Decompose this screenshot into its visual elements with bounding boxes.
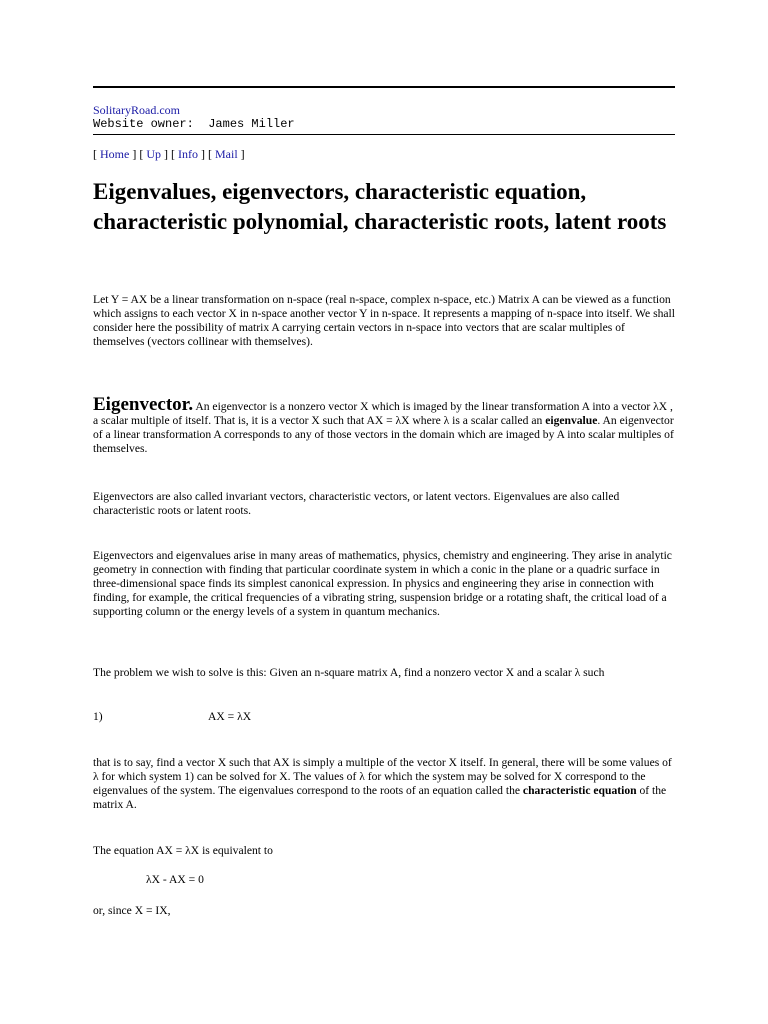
intro-paragraph: Let Y = AX be a linear transformation on n-space (real n-space, complex n-space, etc.) Matrix A can be viewed as a function which assigns to each vector X in n-space another vector Y in n-space. It represents a mapping of n-space into itself. We shall consider here the possibility of matrix A carrying certain vectors in n-space into vectors that are scalar multiples of themselves (vectors collinear with themselves). xyxy=(93,293,675,348)
since-paragraph: or, since X = IX, xyxy=(93,904,171,917)
eigenvalue-term: eigenvalue xyxy=(545,414,598,427)
eigenvector-text-a: An eigenvector is a nonzero vector X which is imaged by the linear transformation A into a vector λX , a scalar multiple of itself. That is, it is a vector X such that AX = λX where λ is a scalar called an xyxy=(93,400,673,427)
equivalent-paragraph: The equation AX = λX is equivalent to xyxy=(93,844,273,857)
eigenvector-heading: Eigenvector. xyxy=(93,394,194,415)
explain-paragraph xyxy=(93,756,675,812)
eigenvector-text-b: . An eigenvector of a linear transformation A corresponds to any of those vectors in the domain which are imaged by A into scalar multiples of themselves. xyxy=(93,414,674,455)
page-title: Eigenvalues, eigenvectors, characteristic equation, characteristic polynomial, characteristic roots, latent roots xyxy=(93,179,667,234)
equation-1: AX = λX xyxy=(208,710,252,723)
nav-bar: [ Home ] [ Up ] [ Info ] [ Mail ] xyxy=(93,147,245,161)
equation-2: λX - AX = 0 xyxy=(146,873,204,886)
characteristic-equation-term: characteristic equation xyxy=(522,784,637,797)
equation-1-number: 1) xyxy=(93,710,103,723)
site-link[interactable]: SolitaryRoad.com xyxy=(93,103,180,117)
explain-text-a: that is to say, find a vector X such that AX is simply a multiple of the vector X itself. In general, there will be some values of λ for which system 1) can be solved for X. The values of λ for which the system may be solved for X correspond to the eigenvalues of the system. The eigenvalues correspond to the roots of an equation called the xyxy=(93,756,672,797)
applications-paragraph: Eigenvectors and eigenvalues arise in many areas of mathematics, physics, chemistry and engineering. They arise in analytic geometry in connection with finding that particular coordinate system in which a conic in the plane or a quadric surface in three-dimensional space finds its simplest canonical expression. In physics and engineering they arise in connection with finding, for example, the critical frequencies of a vibrating string, suspension bridge or a rotating shaft, the critical load of a supporting column or the energy levels of a system in quantum mechanics. xyxy=(93,549,672,618)
nav-mail-link[interactable]: Mail xyxy=(215,147,238,161)
problem-paragraph: The problem we wish to solve is this: Given an n-square matrix A, find a nonzero vector X and a scalar λ such xyxy=(93,666,605,679)
website-owner-line: Website owner: James Miller xyxy=(93,117,295,131)
synonyms-paragraph: Eigenvectors are also called invariant vectors, characteristic vectors, or latent vectors. Eigenvalues are also called characteristic roots or latent roots. xyxy=(93,490,620,517)
top-divider xyxy=(93,86,675,88)
nav-up-link[interactable]: Up xyxy=(146,147,161,161)
nav-info-link[interactable]: Info xyxy=(178,147,198,161)
header-divider xyxy=(93,134,675,135)
explain-text-b: of the matrix A. xyxy=(93,784,667,811)
nav-home-link[interactable]: Home xyxy=(100,147,130,161)
eigenvector-paragraph xyxy=(93,394,675,456)
